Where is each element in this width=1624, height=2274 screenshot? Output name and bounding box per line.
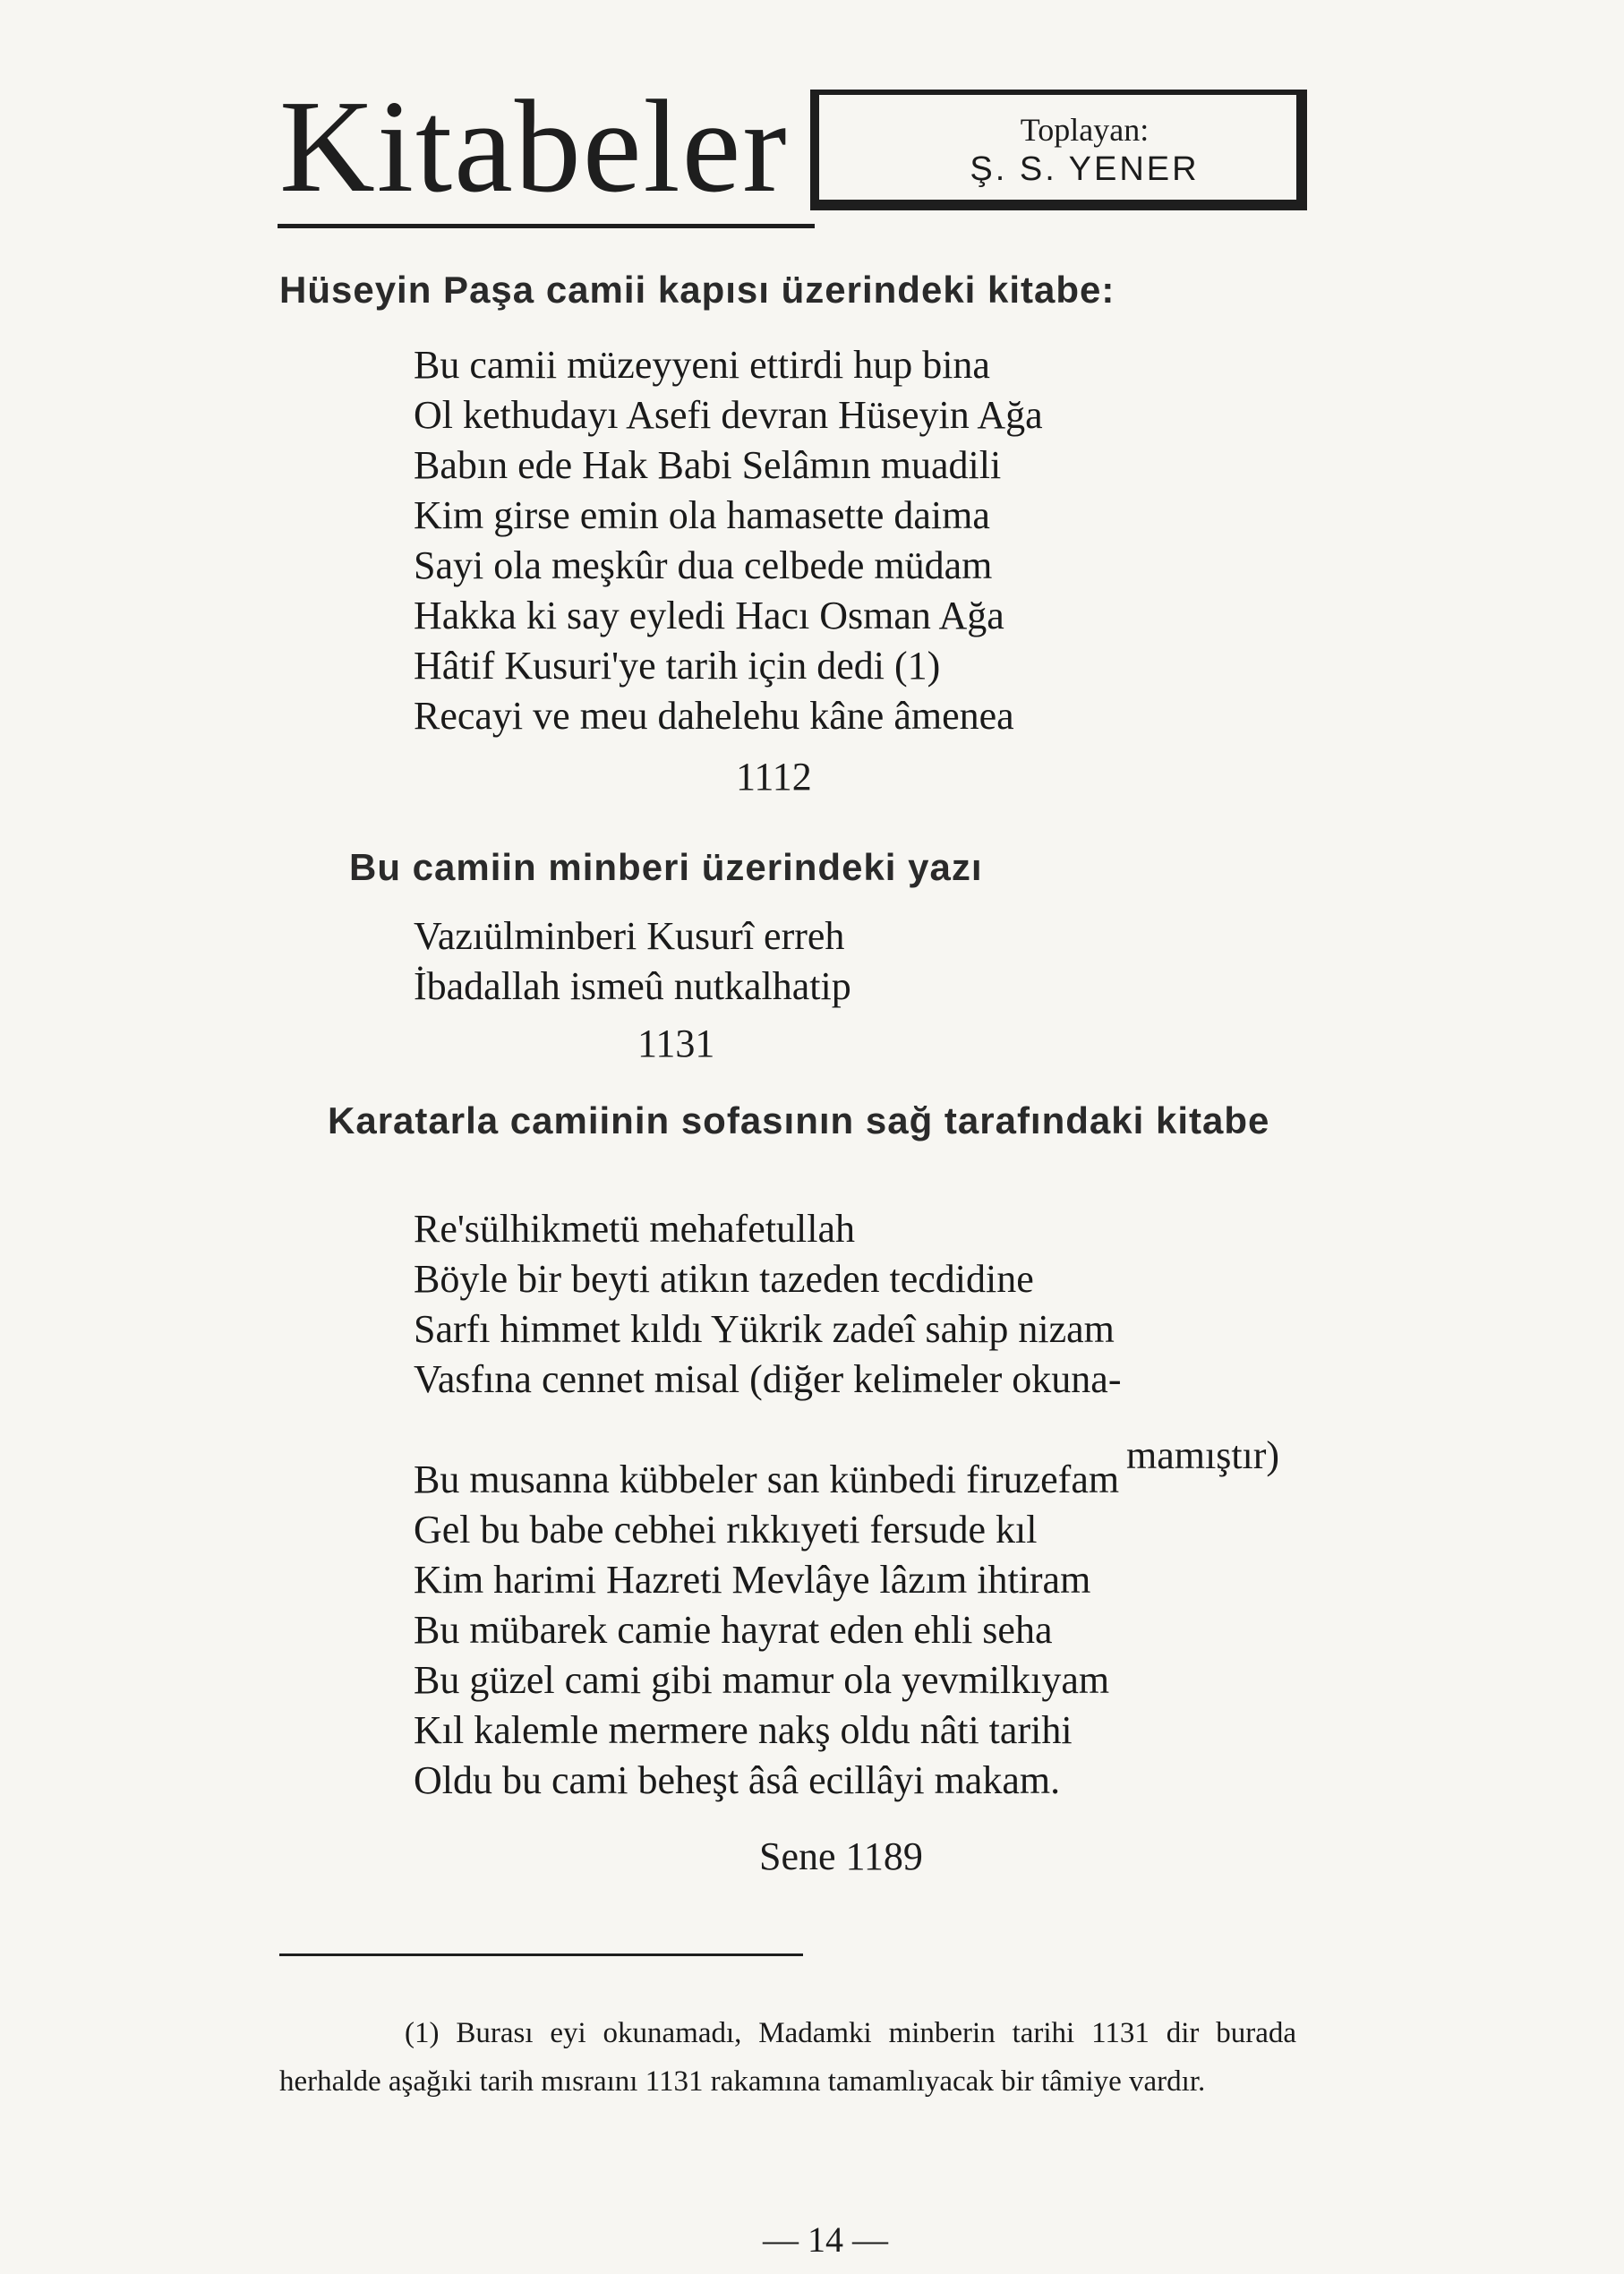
- verse-line: Oldu bu cami beheşt âsâ ecillâyi makam.: [414, 1758, 1061, 1802]
- verse-block: [414, 911, 851, 1012]
- verse-line: Böyle bir beyti atikın tazeden tecdidine: [414, 1257, 1034, 1301]
- verse-line: Hakka ki say eyledi Hacı Osman Ağa: [414, 594, 1004, 637]
- section-heading: Karatarla camiinin sofasının sağ tarafındaki kitabe: [328, 1099, 1270, 1141]
- verse-line: Babın ede Hak Babi Selâmın muadili: [414, 443, 1002, 487]
- verse-line: Bu mübarek camie hayrat eden ehli seha: [414, 1608, 1053, 1652]
- verse-line: Recayi ve meu dahelehu kâne âmenea: [414, 694, 1014, 738]
- verse-line: Hâtif Kusuri'ye tarih için dedi (1): [414, 644, 941, 688]
- verse-line: İbadallah ismeû nutkalhatip: [414, 964, 851, 1008]
- verse-line: Bu güzel cami gibi mamur ola yevmilkıyam: [414, 1658, 1110, 1702]
- verse-line-spacer: [414, 1405, 1121, 1455]
- verse-line: Gel bu babe cebhei rıkkıyeti fersude kıl: [414, 1508, 1038, 1552]
- masthead-title: Kitabeler: [279, 73, 789, 220]
- section-heading: Hüseyin Paşa camii kapısı üzerindeki kitabe:: [279, 269, 1115, 311]
- verse-line: Ol kethudayı Asefi devran Hüseyin Ağa: [414, 393, 1043, 437]
- verse-line: Bu musanna kübbeler san künbedi firuzefam: [414, 1458, 1120, 1501]
- footnote: (1) Burası eyi okunamadı, Madamki minberin tarihi 1131 dir burada herhalde aşağıki tarih mısraını 1131 rakamına tamamlıyacak bir tâmiye vardır.: [279, 2017, 1296, 2098]
- page-number: — 14 —: [763, 2219, 888, 2260]
- section-year: 1112: [736, 755, 812, 799]
- section-year: 1131: [637, 1022, 715, 1065]
- masthead-rule: [278, 224, 815, 228]
- verse-line: Vazıülminberi Kusurî erreh: [414, 914, 845, 958]
- verse-block: [414, 1204, 1121, 1806]
- verse-block: [414, 340, 1043, 741]
- verse-line: Kıl kalemle mermere nakş oldu nâti tarihi: [414, 1708, 1073, 1752]
- footnote-rule: [279, 1953, 803, 1956]
- verse-line: Sarfı himmet kıldı Yükrik zadeî sahip nizam: [414, 1307, 1115, 1351]
- verse-line: Kim girse emin ola hamasette daima: [414, 493, 990, 537]
- section-year: Sene 1189: [759, 1834, 923, 1878]
- section-heading: Bu camiin minberi üzerindeki yazı: [349, 846, 983, 888]
- verse-line: Vasfına cennet misal (diğer kelimeler okuna-: [414, 1357, 1122, 1401]
- compiler-name: Ş. S. YENER: [970, 150, 1200, 188]
- verse-line: Re'sülhikmetü mehafetullah: [414, 1207, 856, 1251]
- verse-line: Bu camii müzeyyeni ettirdi hup bina: [414, 343, 990, 387]
- verse-line: Kim harimi Hazreti Mevlâye lâzım ihtiram: [414, 1558, 1091, 1602]
- verse-line: Sayi ola meşkûr dua celbede müdam: [414, 543, 993, 587]
- verse-wrap-continuation: mamıştır): [1126, 1433, 1280, 1477]
- compiler-box: [810, 90, 1307, 210]
- compiler-label: Toplayan:: [1020, 112, 1150, 148]
